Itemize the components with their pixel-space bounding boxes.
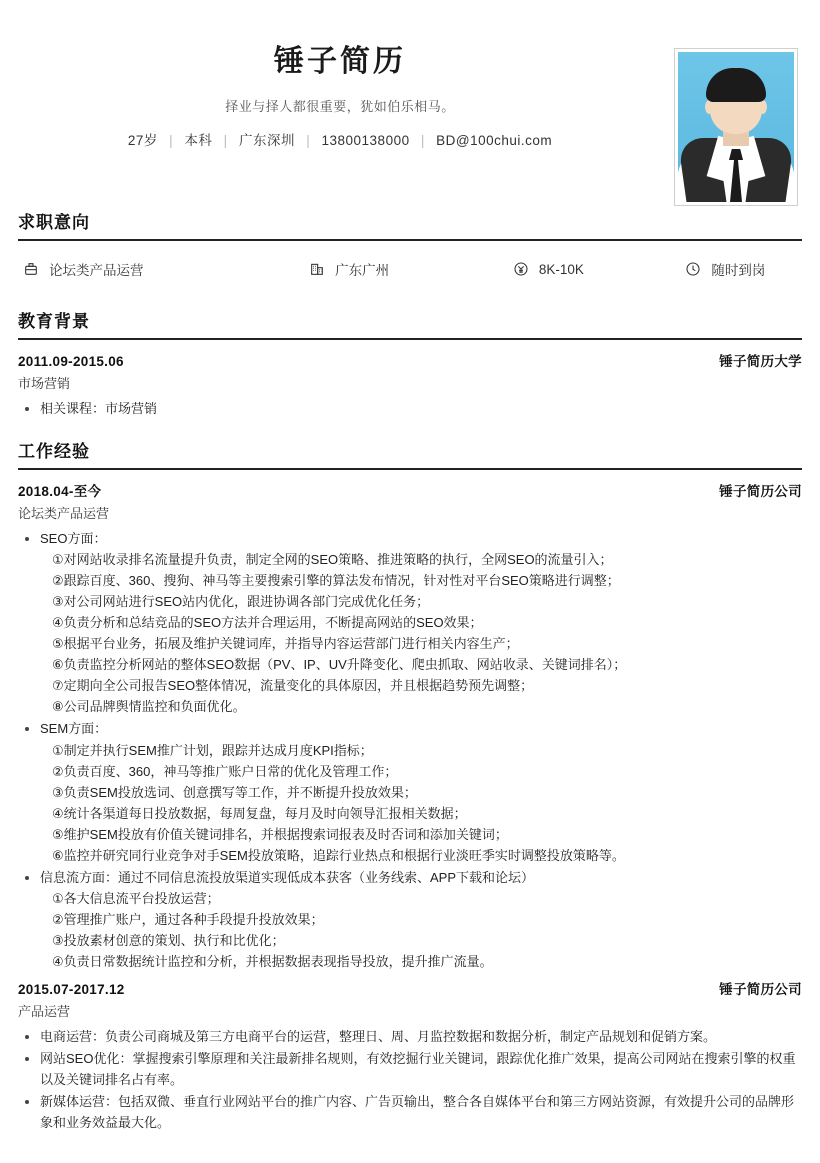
sub-line: ⑥监控并研究同行业竞争对手SEM投放策略，追踪行业热点和根据行业淡旺季实时调整投放策略等。 — [52, 847, 625, 863]
sub-line: ⑥负责监控分析网站的整体SEO数据（PV、IP、UV升降变化、爬虫抓取、网站收录、关键词排名）； — [52, 657, 627, 673]
sub-line-list — [40, 549, 802, 717]
education-school: 锤子简历大学 — [719, 354, 802, 369]
experience-company: 锤子简历公司 — [719, 484, 802, 500]
experience-entry-head — [18, 480, 802, 500]
list-item — [40, 1048, 802, 1090]
sub-line: ⑤维护SEM投放有价值关键词排名，并根据搜索词报表及时否词和添加关键词； — [52, 826, 508, 842]
meta-divider: | — [420, 133, 425, 148]
list-item-text: 电商运营：负责公司商城及第三方电商平台的运营，整理日、周、月监控数据和数据分析，制定产品规划和促销方案。 — [40, 1029, 717, 1045]
experience-period: 2018.04-至今 — [18, 484, 102, 500]
avatar-hair — [706, 68, 766, 102]
briefcase-icon — [22, 260, 40, 278]
intent-position — [18, 259, 308, 279]
section-divider — [18, 468, 802, 470]
avatar — [674, 48, 798, 206]
experience-entry — [18, 978, 802, 1133]
meta-location: 广东深圳 — [238, 133, 295, 148]
section-divider — [18, 239, 802, 241]
sub-line: ④负责日常数据统计监控和分析，并根据数据表现指导投放，提升推广流量。 — [52, 953, 493, 969]
section-title-job-intent: 求职意向 — [18, 213, 90, 232]
section-title-experience: 工作经验 — [18, 442, 90, 462]
sub-line: ⑦定期向全公司报告SEO整体情况，流量变化的具体原因，并且根据趋势预先调整； — [52, 678, 534, 694]
education-bullets — [18, 398, 802, 419]
intent-city-label: 广东广州 — [335, 263, 390, 278]
sub-line: ④负责分析和总结竞品的SEO方法并合理运用，不断提高网站的SEO效果； — [52, 615, 483, 631]
personal-motto: 择业与择人都很重要，犹如伯乐相马。 — [225, 99, 455, 114]
sub-line: ②负责百度、360，神马等推广账户日常的优化及管理工作； — [52, 763, 398, 779]
list-item-text: 网站SEO优化：掌握搜索引擎原理和关注最新排名规则，有效挖掘行业关键词，跟踪优化推广效果，提高公司网站在搜索引擎的权重以及关键词排名占有率。 — [40, 1051, 796, 1088]
section-education — [18, 307, 802, 419]
job-intent-row — [18, 251, 802, 289]
sub-line: ③对公司网站进行SEO站内优化，跟进协调各部门完成优化任务； — [52, 594, 430, 610]
meta-email: BD@100chui.com — [436, 133, 553, 148]
experience-period: 2015.07-2017.12 — [18, 982, 125, 998]
intent-availability-label: 随时到岗 — [711, 263, 766, 278]
sub-line: ①制定并执行SEM推广计划，跟踪并达成月度KPI指标； — [52, 742, 373, 758]
sub-line: ③投放素材创意的策划、执行和比优化； — [52, 932, 285, 948]
meta-phone: 13800138000 — [321, 133, 410, 148]
list-item-text: SEM方面： — [40, 721, 108, 737]
section-divider — [18, 338, 802, 340]
intent-availability — [684, 259, 802, 279]
section-job-intent — [18, 208, 802, 289]
list-item-text: SEO方面： — [40, 531, 107, 547]
meta-degree: 本科 — [184, 133, 213, 148]
intent-salary-label: 8K-10K — [538, 261, 584, 277]
list-item — [40, 528, 802, 717]
experience-role: 产品运营 — [18, 1004, 71, 1020]
education-major: 市场营销 — [18, 376, 71, 391]
sub-line: ①各大信息流平台投放运营； — [52, 890, 220, 906]
list-item-text: 信息流方面：通过不同信息流投放渠道实现低成本获客（业务线索、APP下载和论坛） — [40, 869, 535, 885]
list-item — [40, 1091, 802, 1133]
experience-entry — [18, 480, 802, 972]
meta-divider: | — [169, 133, 174, 148]
experience-bullets — [18, 528, 802, 972]
sub-line: ②跟踪百度、360、搜狗、神马等主要搜索引擎的算法发布情况，针对性对平台SEO策略进行调整； — [52, 573, 620, 589]
list-item-text: 相关课程：市场营销 — [40, 401, 158, 416]
list-item — [40, 398, 802, 419]
sub-line: ②管理推广账户，通过各种手段提升投放效果； — [52, 911, 324, 927]
personal-meta — [18, 129, 662, 149]
education-entry-head — [18, 350, 802, 370]
salary-icon — [512, 260, 530, 278]
intent-position-label: 论坛类产品运营 — [49, 263, 144, 278]
experience-role: 论坛类产品运营 — [18, 506, 110, 522]
section-title-education: 教育背景 — [18, 312, 90, 331]
list-item — [40, 718, 802, 865]
intent-salary — [512, 260, 684, 278]
meta-divider: | — [223, 133, 228, 148]
experience-entry-head — [18, 978, 802, 998]
meta-divider: | — [306, 133, 311, 148]
education-period: 2011.09-2015.06 — [18, 354, 124, 369]
sub-line: ①对网站收录排名流量提升负责，制定全网的SEO策略、推进策略的执行，全网SEO的流量引入； — [52, 552, 613, 568]
page-title: 锤子简历 — [274, 45, 406, 78]
meta-age: 27岁 — [127, 133, 158, 148]
intent-city — [308, 259, 512, 279]
sub-line: ③负责SEM投放选词、创意撰写等工作，并不断提升投放效果； — [52, 784, 417, 800]
sub-line-list — [40, 740, 802, 866]
sub-line: ⑧公司品牌舆情监控和负面优化。 — [52, 699, 246, 715]
avatar-illustration — [678, 52, 794, 202]
list-item — [40, 1026, 802, 1047]
experience-bullets — [18, 1026, 802, 1133]
list-item — [40, 867, 802, 972]
sub-line: ④统计各渠道每日投放数据，每周复盘，每月及时向领导汇报相关数据； — [52, 805, 467, 821]
clock-icon — [684, 260, 702, 278]
sub-line: ⑤根据平台业务，拓展及维护关键词库，并指导内容运营部门进行相关内容生产； — [52, 636, 519, 652]
resume-header — [18, 30, 802, 190]
section-experience — [18, 437, 802, 1133]
building-icon — [308, 260, 326, 278]
experience-company: 锤子简历公司 — [719, 982, 802, 998]
education-entry — [18, 350, 802, 419]
list-item-text: 新媒体运营：包括双微、垂直行业网站平台的推广内容、广告页输出，整合各自媒体平台和第三方网站资源，有效提升公司的品牌形象和业务效益最大化。 — [40, 1094, 795, 1131]
sub-line-list — [40, 888, 802, 972]
